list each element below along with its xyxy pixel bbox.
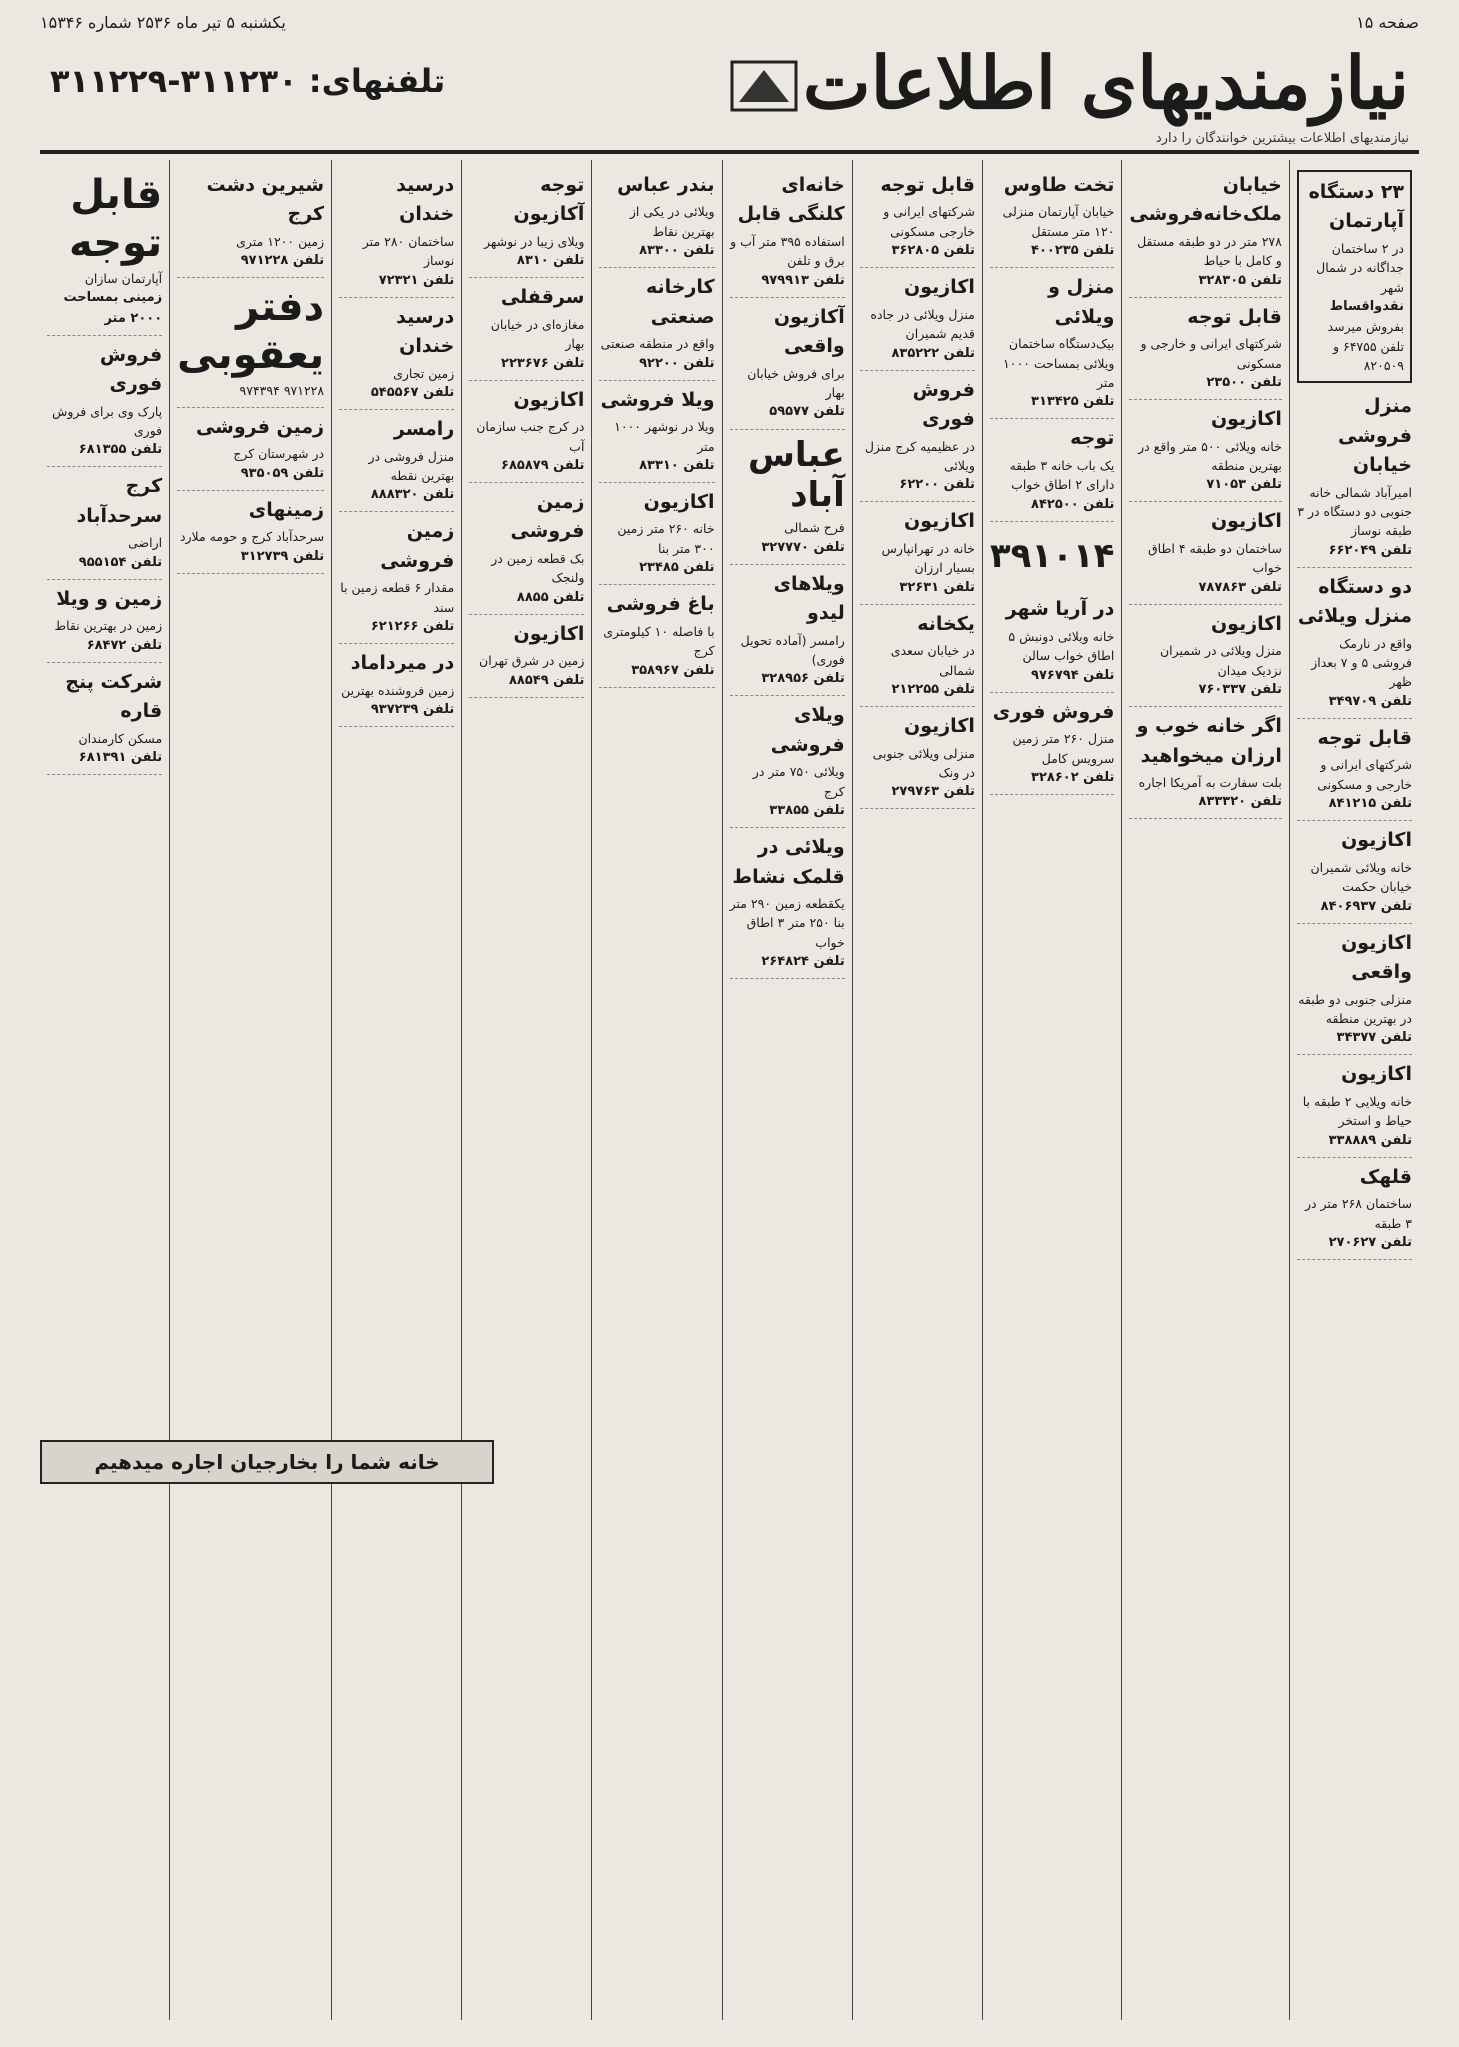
ad-body: زمین در شرق تهران [479,653,585,669]
classified-ad [177,166,324,278]
ad-phone: تلفن ۲۷۹۷۶۳ [891,784,975,800]
ad-phone: نقدواقساط [1329,299,1404,314]
ad-phone: تلفن ۸۴۲۵۰۰ [1031,496,1115,512]
ad-heading: اکازیون [1210,408,1282,431]
classified-ad [599,166,714,268]
ad-phone: تلفن ۳۲۶۳۱ [899,579,975,595]
ad-phone: تلفن ۶۸۱۳۵۵ [78,442,163,458]
ad-body: ساختمان ۲۶۸ متر در ۳ طبقه [1304,1196,1412,1231]
ad-heading: منزل و ویلائی [1048,276,1115,328]
masthead-phones: تلفنهای: ۳۱۱۲۳۰-۳۱۱۲۲۹ [50,62,446,100]
ad-heading: اکازیون [1210,510,1282,533]
ad-phone: تلفن ۸۴۰۶۹۳۷ [1320,898,1412,914]
ad-heading: اکازیون [903,715,975,738]
ad-body: رامسر (آماده تحویل فوری) [740,632,845,667]
classified-ad [339,410,454,512]
ad-heading: ۲۳ دستگاه آپارتمان [1308,181,1404,233]
ad-heading: باغ فروشی [606,593,715,616]
classified-ad [177,278,324,407]
ad-phone: تلفن ۹۷۶۷۹۴ [1031,667,1115,683]
ad-phone: تلفن ۶۲۱۲۶۶ [370,619,455,635]
classified-ad [1297,170,1412,383]
ad-phone: زمینی بمساحت ۲۰۰۰ متر [63,290,163,326]
ad-heading: توجه [1070,427,1115,450]
ad-heading: در میرداماد [350,652,455,675]
ad-phone: تلفن ۸۳۳۱۰ [639,457,715,473]
ad-body: ساختمان ۲۸۰ متر نوساز [362,233,455,269]
ad-body: زمین ۱۲۰۰ متری [236,233,325,249]
ad-heading: قابل توجه [880,174,975,196]
ad-body: برای فروش خیابان بهار [747,365,845,401]
ad-heading: فروش فوری [912,378,975,431]
classified-ad [469,483,584,615]
ad-body: خانه ۲۶۰ متر زمین ۳۰۰ متر بنا [617,521,715,556]
ad-heading: یکخانه [917,612,975,635]
classified-ad [1297,387,1412,568]
emblem-icon [729,52,799,122]
classified-ad [1129,298,1281,400]
ad-phone: تلفن ۳۲۸۳۰۵ [1198,272,1282,288]
classified-ad [1129,166,1281,298]
ad-body: منزل ویلائی در شمیران نزدیک میدان [1159,643,1282,678]
ad-body: ویلائی ۷۵۰ متر در کرج [752,764,845,799]
ad-body: زمین فروشنده بهترین [341,682,455,698]
ads-grid [40,160,1419,2020]
ad-phone: تلفن ۲۳۴۸۵ [639,560,715,576]
classified-ad [1297,924,1412,1056]
ad-body: منزل ۲۶۰ متر زمین سرویس کامل [1012,731,1115,766]
ad-body: خانه ویلائی شمیران خیابان حکمت [1310,859,1412,895]
classified-ad [469,615,584,698]
ad-heading: خانه‌ای کلنگی قابل [737,174,845,226]
ad-heading: اگر خانه خوب و ارزان میخواهید [1136,715,1282,767]
classified-ad [339,298,454,410]
ad-body: زمین در بهترین نقاط [54,618,163,634]
ad-phone: تلفن ۷۶۰۳۳۷ [1198,681,1282,697]
ad-phone: تلفن ۳۳۸۵۵ [769,803,845,819]
classified-ad [47,663,162,775]
ad-heading: زمینهای [248,498,325,521]
ad-phone: تلفن ۹۷۹۹۱۳ [761,272,845,288]
ad-column [722,160,852,2020]
classified-ad [599,381,714,483]
ad-column [591,160,721,2020]
ad-body: سرحدآباد کرج و حومه ملارد [179,529,325,545]
classified-ad [599,585,714,687]
classified-ad [599,268,714,380]
classified-ad [860,166,975,268]
big-phone-number: ۳۹۱۰۱۴ [989,535,1115,576]
top-line [40,8,1419,36]
ad-body: شرکتهای ایرانی و خارجی و مسکونی [1317,757,1412,792]
ad-body: بلت سفارت به آمریکا اجاره [1138,774,1282,790]
ad-body: خانه در تهرانپارس بسیار ارزان [881,540,975,576]
ad-body: مقدار ۶ قطعه زمین با سند [340,580,455,615]
ad-body: در عظیمیه کرج منزل ویلائی [864,438,975,473]
ad-body: ۲۷۸ متر در دو طبقه مستقل و کامل با حیاط [1137,233,1282,269]
ad-phone: تلفن ۲۶۴۸۲۴ [761,954,845,970]
ad-body: ویلا در نوشهر ۱۰۰۰ متر [614,419,715,454]
ad-column [461,160,591,2020]
ad-heading: اکازیون [513,622,585,645]
ad-heading: تخت طاوس [1003,174,1115,196]
ad-heading: زمین فروشی [510,491,585,543]
ad-phone: تلفن ۸۳۳۰۰ [639,243,715,259]
ad-heading: در آریا شهر [1005,598,1115,621]
ad-heading: قابل توجه [1187,305,1282,328]
ad-column [169,160,331,2020]
ad-phone: تلفن ۹۵۵۱۵۴ [78,554,163,570]
classified-ad [730,565,845,697]
ad-heading: دو دستگاه منزل ویلائی [1297,575,1412,628]
ad-phone: تلفن ۲۳۵۰۰ [1206,374,1282,390]
ad-body: زمین تجاری [393,365,455,381]
classified-ad [1129,502,1281,604]
classified-ad [990,590,1115,692]
classified-ad [990,166,1115,268]
ad-body: ساختمان دو طبقه ۴ اطاق خواب [1147,540,1282,576]
classified-ad [47,336,162,468]
ad-body: واقع در منطقه صنعتی [600,336,715,352]
ad-heading: اکازیون واقعی [1341,931,1412,984]
classified-ad [1297,1055,1412,1157]
ad-column [852,160,982,2020]
ad-body: منزلی جنوبی دو طبقه در بهترین منطقه [1298,991,1412,1026]
ad-heading: درسید خندان [396,305,455,358]
ad-body: اراضی [128,535,163,551]
ad-heading: کارخانه صنعتی [645,276,715,328]
ad-phone: تلفن ۳۴۳۷۷ [1336,1030,1412,1046]
ad-body: خیابان آپارتمان منزلی ۱۲۰ متر مستقل [1002,204,1115,239]
ad-heading: زمین و ویلا [56,587,163,610]
ad-column [331,160,461,2020]
classified-ad [860,371,975,503]
ad-phone: تلفن ۶۸۵۸۷۹ [501,457,585,473]
ad-body: یکقطعه زمین ۲۹۰ متر بنا ۲۵۰ متر ۳ اطاق خواب [729,896,845,950]
ad-phone: تلفن ۸۴۱۲۱۵ [1328,796,1412,812]
page-label: صفحه ۱۵ [1356,12,1419,32]
ad-phone: تلفن ۲۷۰۶۲۷ [1328,1234,1412,1250]
ad-body: منزل ویلائی در جاده قدیم شمیران [870,306,975,342]
classified-ad [990,268,1115,419]
ad-phone: تلفن ۶۶۲۰۴۹ [1328,542,1412,558]
ad-heading: ویلا فروشی [600,388,715,411]
ad-heading: اکازیون [903,276,975,299]
ad-heading: رامسر [393,418,455,441]
ad-phone: تلفن ۷۸۷۸۶۳ [1198,579,1282,595]
ad-body: در شهرستان کرج [233,446,325,462]
classified-ad [730,696,845,828]
ad-column [1121,160,1288,2020]
ad-heading: ویلای فروشی [770,704,845,756]
ad-heading: زمین فروشی [380,520,455,572]
ad-body: بک قطعه زمین در ولنجک [491,550,585,586]
ad-phone: تلفن ۲۲۳۶۷۶ [501,355,585,371]
classified-ad [730,298,845,430]
ad-phone: تلفن ۷۲۳۲۱ [378,272,455,288]
ad-phone: تلفن ۹۳۵۰۵۹ [240,465,325,481]
classified-ad [990,693,1115,795]
ad-heading: توجه آکازیون [513,174,585,226]
ad-heading: خیابان ملک‌خانه‌فروشی [1129,174,1282,226]
ad-heading: درسید خندان [396,174,455,226]
classified-ad [469,381,584,483]
ad-phone: تلفن ۴۰۰۲۳۵ [1031,243,1115,259]
ad-heading: اکازیون [1210,612,1282,635]
classified-ad [339,166,454,298]
classified-ad [1297,568,1412,719]
ad-heading: ویلائی در قلمک نشاط [732,836,845,888]
ad-heading: فروش فوری [99,343,163,396]
ad-heading: ویلاهای لیدو [773,572,845,625]
ad-heading: زمین فروشی [195,415,325,438]
ad-phone: تلفن ۳۴۹۷۰۹ [1328,693,1412,709]
ad-column [982,160,1122,2020]
ad-body: ویلای زیبا در نوشهر [483,233,585,249]
ad-body: ویلائی در یکی از بهترین نقاط [629,204,715,239]
ad-phone: تلفن ۳۶۲۸۰۵ [891,243,975,259]
ad-phone: تلفن ۹۷۱۲۲۸ [240,253,325,269]
ad-phone: تلفن ۸۳۵۲۲۲ [891,345,975,361]
ad-body: استفاده ۳۹۵ متر آب و برق و تلفن [730,233,845,269]
ad-phone: تلفن ۳۲۸۹۵۶ [761,671,845,687]
ad-heading: اکازیون [903,510,975,533]
ad-body: مغازه‌ای در خیابان بهار [490,316,585,352]
ad-phone: تلفن ۶۸۱۳۹۱ [78,750,163,766]
ad-phone: تلفن ۳۲۷۷۷۰ [761,539,845,555]
ad-heading: بندر عباس [617,174,715,196]
ad-phone: تلفن ۹۳۷۲۳۹ [370,702,455,718]
ad-phone: تلفن ۳۵۸۹۶۷ [631,662,715,678]
ad-body: ۹۷۱۲۲۸ ۹۷۴۳۹۴ [239,383,325,399]
ad-phone: تلفن ۶۸۴۷۲ [86,637,163,653]
ad-body: شرکتهای ایرانی و خارجی مسکونی [883,204,975,239]
ad-phone: تلفن ۳۱۳۴۲۵ [1031,394,1115,410]
ad-body: خانه ویلائی ۵۰۰ متر واقع در بهترین منطقه [1138,438,1282,473]
ad-heading: منزل فروشی خیابان [1338,395,1412,477]
classified-ad [860,502,975,604]
ad-extra: بفروش میرسد تلفن ۶۴۷۵۵ و ۸۲۰۵۰۹ [1327,319,1404,373]
ad-phone: تلفن ۶۲۲۰۰ [899,477,975,493]
classified-ad [1129,707,1281,819]
classified-ad [860,605,975,707]
classified-ad [860,707,975,809]
ad-body: آپارتمان سازان [84,271,163,286]
ad-heading: قابل توجه [68,172,163,266]
ad-column [1289,160,1419,2020]
ad-phone: تلفن ۳۳۸۸۸۹ [1328,1132,1412,1148]
classified-ad [177,491,324,574]
ad-phone: تلفن ۸۸۵۵ [516,589,585,605]
ad-body: خانه ویلایی ۲ طبقه با حیاط و استخر [1302,1093,1412,1129]
ad-phone: تلفن ۸۸۸۳۲۰ [370,487,455,503]
ad-body: بیک‌دستگاه ساختمان ویلائی بمساحت ۱۰۰۰ متر [1003,336,1115,390]
classified-ad [730,166,845,298]
date-line: یکشنبه ۵ تیر ماه ۲۵۳۶ شماره ۱۵۳۴۶ [40,12,286,32]
classified-ad [1129,605,1281,707]
ad-heading: اکازیون [1341,1063,1412,1086]
ad-body: واقع در نارمک فروشی ۵ و ۷ بعداز ظهر [1311,635,1412,690]
ad-heading: اکازیون [1341,829,1412,852]
foreigners-rent-banner: خانه شما را بخارجیان اجاره میدهیم [40,1440,494,1484]
classified-ad [1297,821,1412,923]
ad-column [40,160,169,2020]
classified-ad [339,512,454,644]
ad-heading: سرقفلی [500,286,585,309]
classified-ad [47,166,162,336]
ad-body: شرکتهای ایرانی و خارجی و مسکونی [1140,336,1282,371]
ad-body: امیرآباد شمالی خانه جنوبی دو دستگاه در ۳ طبقه نوساز [1297,484,1412,539]
ad-phone: تلفن ۸۳۱۰ [516,253,585,269]
ad-phone: تلفن ۵۴۵۵۶۷ [370,385,455,401]
ad-heading: فروش فوری [992,700,1115,723]
classified-ad [990,419,1115,521]
ad-heading: شیرین دشت کرج [206,174,325,226]
classified-ad [599,483,714,585]
ad-phone: تلفن ۹۲۲۰۰ [639,355,715,371]
masthead-title: نیازمندیهای اطلاعات [802,40,1409,125]
masthead-strip: نیازمندیهای اطلاعات بیشترین خوانندگان را دارد [1155,131,1409,146]
classified-ad [730,430,845,565]
ad-body: با فاصله ۱۰ کیلومتری کرج [603,623,715,659]
classified-ad [1129,400,1281,502]
classified-ad [860,268,975,370]
ad-heading: قلهک [1359,1165,1412,1188]
ad-body: منزلی ویلائی جنوبی در ونک [872,745,975,780]
ad-body: منزل فروشی در بهترین نقطه [368,448,455,483]
ad-heading: شرکت پنج قاره [65,670,163,723]
ad-heading: آکازیون واقعی [773,305,845,358]
classified-ad [1297,719,1412,821]
classified-ad [1297,1158,1412,1260]
ad-heading: اکازیون [513,388,585,411]
ad-heading: عباس آباد [747,434,845,516]
classified-ad [47,580,162,663]
classified-ad [469,166,584,278]
ad-phone: تلفن ۲۱۲۲۵۵ [891,681,975,697]
ad-phone: تلفن ۷۱۰۵۳ [1206,477,1282,493]
classified-ad [730,828,845,979]
classified-ad [469,278,584,380]
ad-body: مسکن کارمندان [78,730,163,746]
ad-phone: تلفن ۸۳۳۳۲۰ [1198,794,1282,810]
ad-body: پارک وی برای فروش فوری [52,403,163,438]
classified-ad [47,467,162,579]
ad-heading: دفتر یعقوبی [177,284,325,379]
classified-ad [339,644,454,727]
ad-heading: قابل توجه [1317,726,1412,749]
ad-phone: تلفن ۳۲۸۶۰۲ [1031,770,1115,785]
ad-phone: تلفن ۳۱۲۷۳۹ [240,548,325,564]
classified-ad [177,408,324,491]
ad-heading: کرج سرحدآباد [76,475,163,527]
ad-heading: اکازیون [643,491,715,514]
ad-phone: تلفن ۸۸۵۴۹ [508,672,585,688]
ad-body: در خیابان سعدی شمالی [890,643,975,678]
ad-body: در ۲ ساختمان جداگانه در شمال شهر [1316,240,1404,295]
ad-body: فرح شمالی [784,520,845,536]
ad-body: یک باب خانه ۳ طبقه دارای ۲ اطاق خواب [1009,457,1115,493]
ad-body: خانه ویلائی دونبش ۵ اطاق خواب سالن [1008,628,1115,664]
ad-phone: تلفن ۵۹۵۷۷ [769,404,845,420]
ad-body: در کرج جنب سازمان آب [476,419,585,454]
masthead [40,40,1419,154]
